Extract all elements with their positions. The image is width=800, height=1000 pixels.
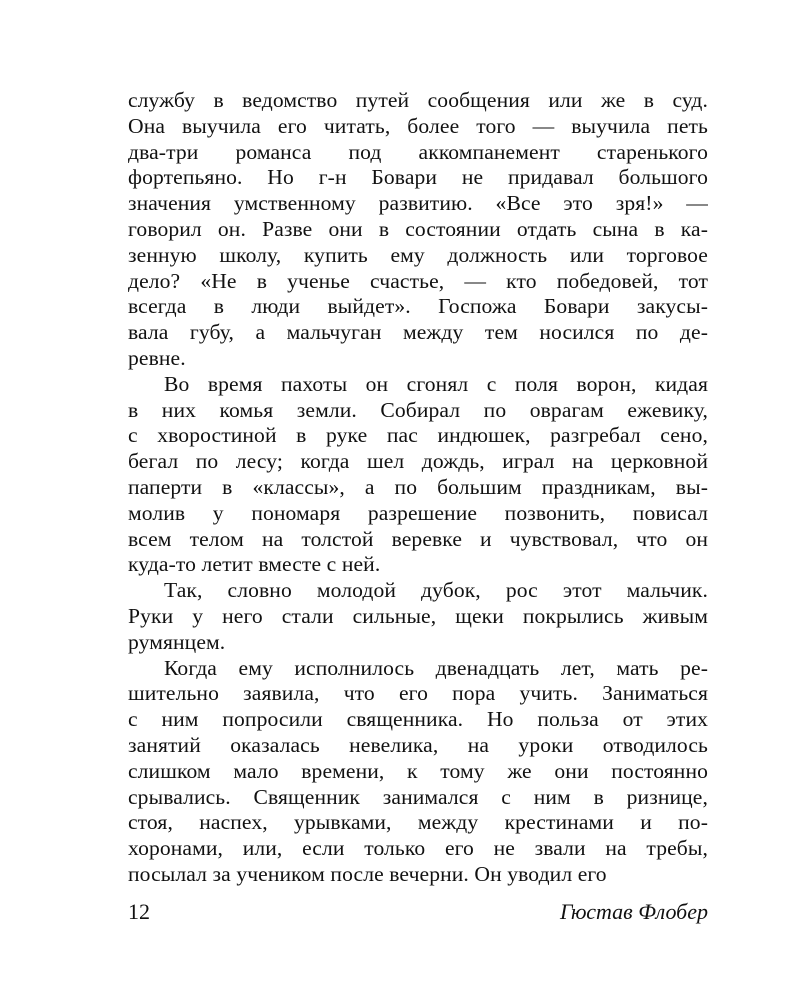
- text-line: посылал за учеником после вечерни. Он уводил его: [128, 861, 607, 886]
- page-footer: [128, 897, 708, 927]
- text-line: дело? «Не в ученье счастье, — кто победовей, тот: [128, 268, 708, 293]
- paragraph: [128, 578, 708, 655]
- paragraph: [128, 88, 708, 372]
- paragraph: [128, 656, 708, 888]
- text-line: шительно заявила, что его пора учить. Заниматься: [128, 681, 708, 706]
- text-line: ревне.: [128, 345, 186, 370]
- text-line: Руки у него стали сильные, щеки покрылись живым: [128, 603, 708, 628]
- text-line: в них комья земли. Собирал по оврагам ежевику,: [128, 397, 708, 422]
- text-line: стоя, наспех, урывками, между крестинами и по-: [128, 810, 708, 835]
- text-line: куда-то летит вместе с ней.: [128, 552, 381, 577]
- text-line: зенную школу, купить ему должность или торговое: [128, 242, 708, 267]
- text-line: вала губу, а мальчуган между тем носился по де-: [128, 320, 708, 345]
- text-line: два-три романса под аккомпанемент старенького: [128, 139, 708, 164]
- text-line: службу в ведомство путей сообщения или же в суд.: [128, 88, 708, 112]
- text-line: хоронами, или, если только его не звали на требы,: [128, 836, 708, 861]
- text-line: занятий оказалась невелика, на уроки отводилось: [128, 732, 708, 757]
- text-line: бегал по лесу; когда шел дождь, играл на церковной: [128, 449, 708, 474]
- body-text: [128, 88, 708, 888]
- text-line: Она выучила его читать, более того — выучила петь: [128, 113, 708, 138]
- text-line: всем телом на толстой веревке и чувствовал, что он: [128, 526, 708, 551]
- paragraph: [128, 372, 708, 578]
- text-line: молив у пономаря разрешение позвонить, повисал: [128, 500, 708, 525]
- running-author: Гюстав Флобер: [559, 899, 708, 924]
- text-line: румянцем.: [128, 629, 226, 654]
- text-line: с хворостиной в руке пас индюшек, разгребал сено,: [128, 423, 708, 448]
- text-line: значения умственному развитию. «Все это зря!» —: [128, 191, 708, 216]
- text-line: слишком мало времени, к тому же они постоянно: [128, 758, 708, 783]
- text-line: фортепьяно. Но г-н Бовари не придавал большого: [128, 165, 708, 190]
- text-line: срывались. Священник занимался с ним в ризнице,: [128, 784, 708, 809]
- text-line: говорил он. Разве они в состоянии отдать сына в ка-: [128, 216, 708, 241]
- page-number: 12: [128, 899, 150, 924]
- text-line: Когда ему исполнилось двенадцать лет, мать ре-: [164, 655, 708, 680]
- text-line: с ним попросили священника. Но польза от этих: [128, 707, 708, 732]
- text-line: всегда в люди выйдет». Госпожа Бовари закусы-: [128, 294, 708, 319]
- text-line: паперти в «классы», а по большим праздникам, вы-: [128, 474, 708, 499]
- text-line: Во время пахоты он сгонял с поля ворон, кидая: [164, 371, 708, 396]
- text-line: Так, словно молодой дубок, рос этот мальчик.: [164, 578, 708, 603]
